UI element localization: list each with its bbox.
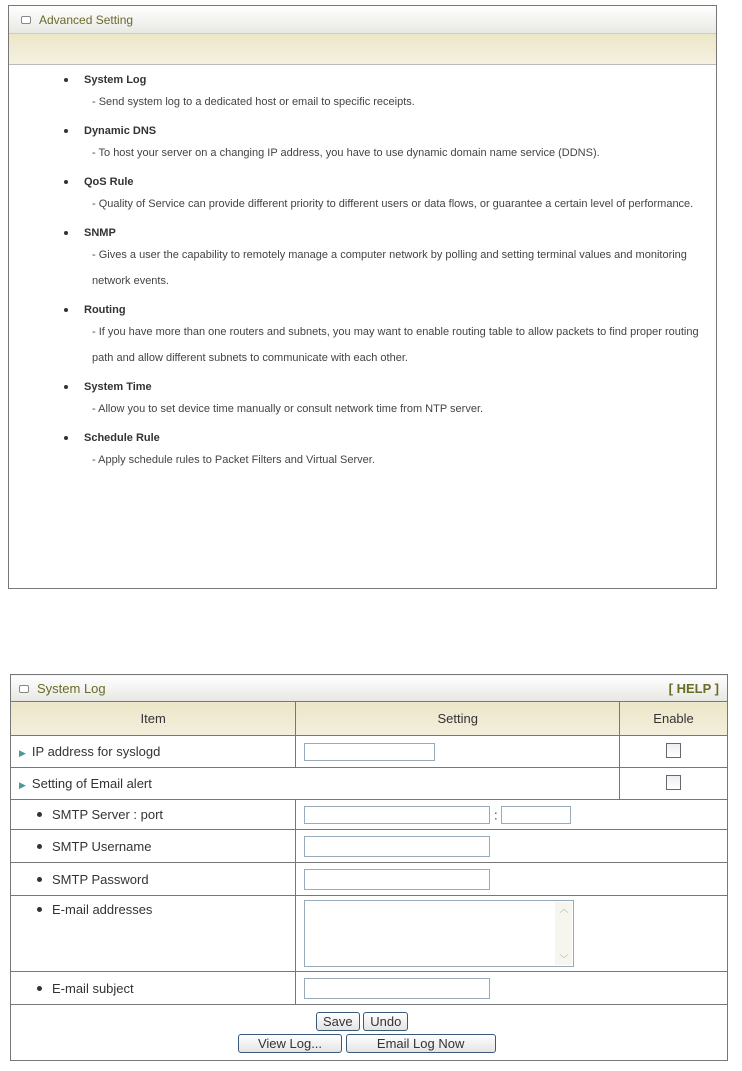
feature-description: - Allow you to set device time manually or consult network time from NTP server. <box>92 403 484 415</box>
bullet-icon <box>64 308 68 312</box>
square-icon <box>21 16 31 24</box>
arrow-icon: ▶ <box>19 780 26 790</box>
feature-title: Schedule Rule <box>84 432 160 444</box>
feature-description: - Apply schedule rules to Packet Filters and Virtual Server. <box>92 454 375 466</box>
arrow-icon: ▶ <box>19 748 26 758</box>
undo-button[interactable]: Undo <box>363 1012 408 1031</box>
feature-item <box>64 429 716 473</box>
feature-title: Routing <box>84 304 126 316</box>
bullet-icon <box>64 231 68 235</box>
section-title: System Log <box>37 680 106 696</box>
view-log-button[interactable]: View Log... <box>238 1034 342 1053</box>
feature-item <box>64 122 716 166</box>
feature-item <box>64 378 716 422</box>
feature-title: QoS Rule <box>84 176 134 188</box>
bullet-icon <box>64 129 68 133</box>
ip-label: IP address for syslogd <box>31 744 161 759</box>
panel-header <box>9 6 716 34</box>
email-alert-label: Setting of Email alert <box>31 776 152 791</box>
square-icon <box>19 685 29 693</box>
feature-item <box>64 301 716 371</box>
panel-title: Advanced Setting <box>39 12 134 27</box>
email-addresses-label: E-mail addresses <box>52 902 153 917</box>
feature-description: - To host your server on a changing IP address, you have to use dynamic domain name service (DDNS). <box>92 147 600 159</box>
feature-item <box>64 224 716 294</box>
feature-description: - Send system log to a dedicated host or email to specific receipts. <box>92 96 415 108</box>
col-item: Item <box>11 702 296 736</box>
bullet-icon <box>64 436 68 440</box>
email-log-now-button[interactable]: Email Log Now <box>346 1034 496 1053</box>
feature-list <box>9 65 716 473</box>
col-enable: Enable <box>620 702 728 736</box>
system-log-table <box>10 674 728 1061</box>
feature-title: SNMP <box>84 227 116 239</box>
bullet-icon <box>64 180 68 184</box>
feature-item <box>64 173 716 217</box>
feature-title: Dynamic DNS <box>84 125 157 137</box>
header-band <box>9 34 716 65</box>
help-link[interactable]: [ HELP ] <box>668 680 719 696</box>
smtp-server-label: SMTP Server : port <box>52 807 164 822</box>
smtp-username-input[interactable] <box>304 836 490 857</box>
email-subject-label: E-mail subject <box>52 980 134 996</box>
feature-description: - If you have more than one routers and subnets, you may want to enable routing table to allow packets to find proper routing path and allow different subnets to communicate with each other. <box>92 326 699 364</box>
feature-title: System Log <box>84 74 147 86</box>
bullet-icon <box>64 78 68 82</box>
save-button[interactable]: Save <box>316 1012 360 1031</box>
feature-description: - Gives a user the capability to remotely manage a computer network by polling and setting terminal values and monitoring network events. <box>92 249 687 287</box>
email-subject-input[interactable] <box>304 978 490 999</box>
feature-description: - Quality of Service can provide different priority to different users or data flows, or guarantee a certain level of performance. <box>92 198 694 210</box>
advanced-setting-panel <box>8 5 717 589</box>
smtp-username-label: SMTP Username <box>52 838 152 854</box>
smtp-server-input[interactable] <box>304 806 490 824</box>
col-setting: Setting <box>296 702 620 736</box>
feature-item <box>64 71 716 115</box>
bullet-icon <box>64 385 68 389</box>
feature-title: System Time <box>84 381 152 393</box>
email-addresses-textarea[interactable] <box>304 900 574 967</box>
smtp-password-input[interactable] <box>304 869 490 890</box>
smtp-password-label: SMTP Password <box>52 871 149 887</box>
syslogd-enable-checkbox[interactable] <box>666 743 681 758</box>
email-alert-checkbox[interactable] <box>666 775 681 790</box>
syslogd-ip-input[interactable] <box>304 743 435 761</box>
smtp-port-input[interactable] <box>501 806 571 824</box>
scrollbar[interactable]: ︿ ﹀ <box>555 902 572 965</box>
port-separator: : <box>494 807 498 822</box>
